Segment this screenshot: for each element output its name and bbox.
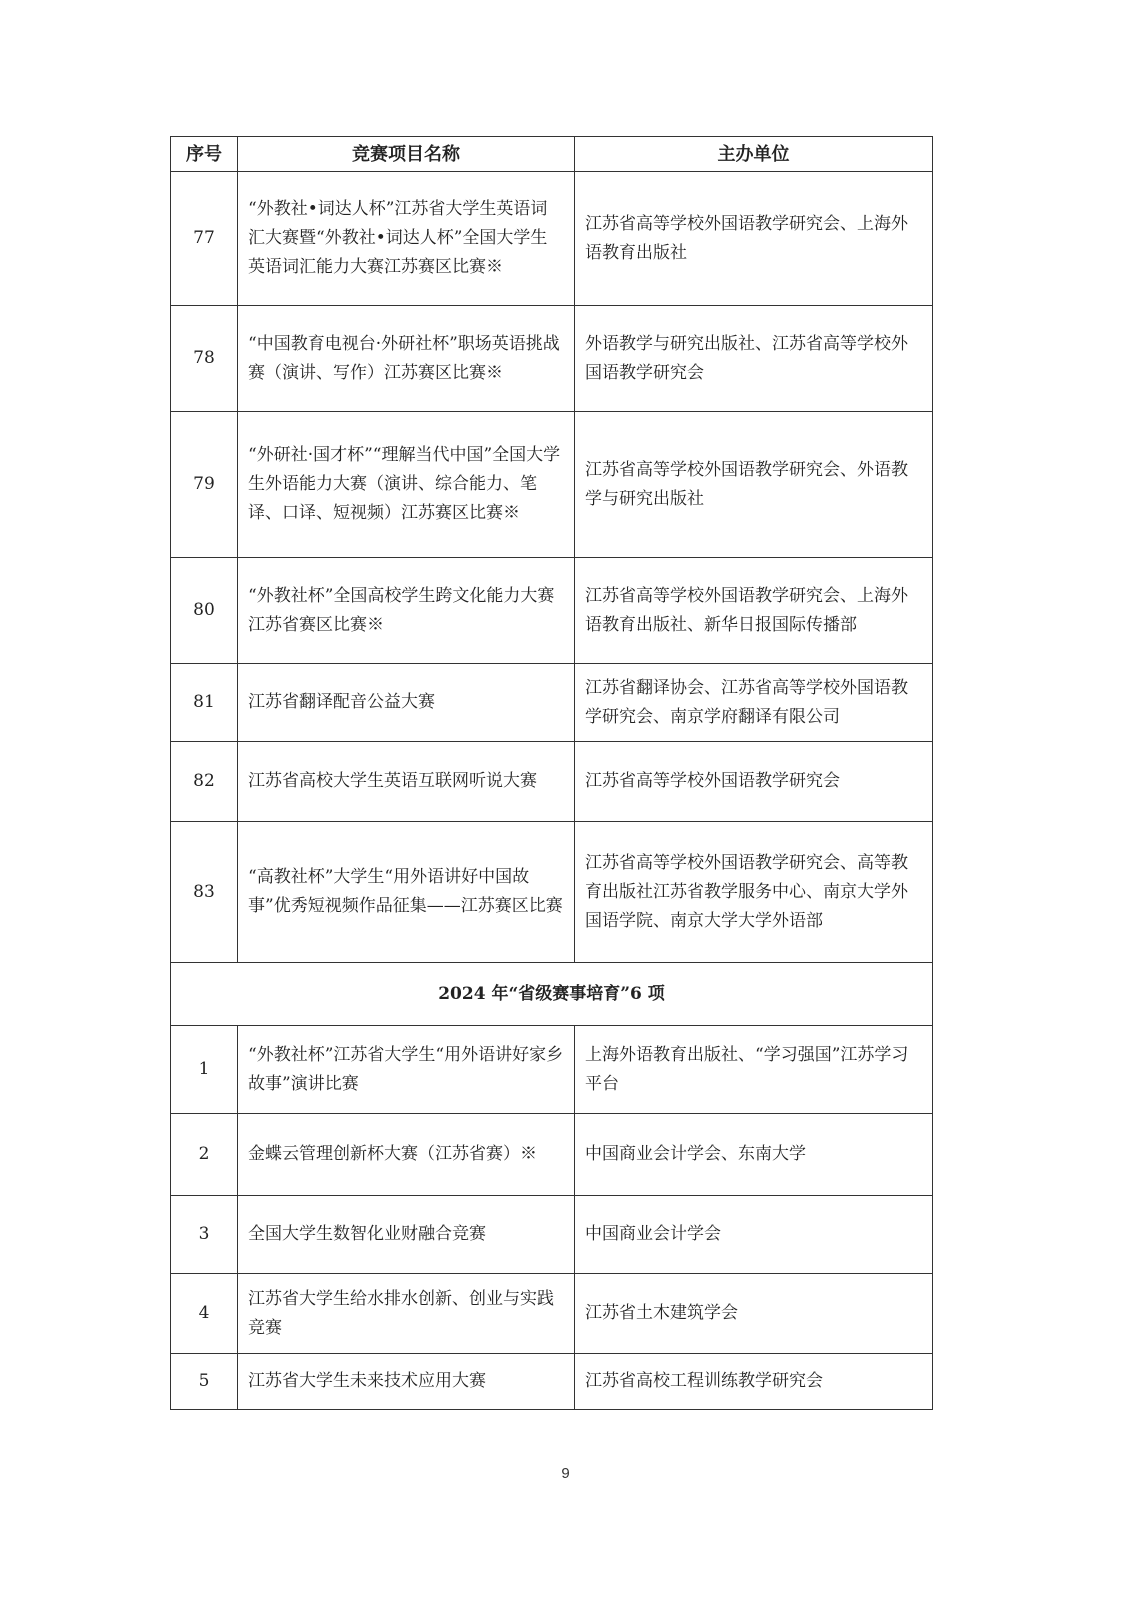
table-row (171, 1354, 933, 1410)
row-seq: 83 (171, 822, 238, 963)
row-name: “外教社•词达人杯”江苏省大学生英语词汇大赛暨“外教社•词达人杯”全国大学生英语词汇能力大赛江苏赛区比赛※ (238, 172, 575, 306)
row-name: 江苏省翻译配音公益大赛 (238, 664, 575, 742)
row-seq: 77 (171, 172, 238, 306)
table-row (171, 306, 933, 412)
header-row (171, 137, 933, 172)
row-name: 江苏省大学生给水排水创新、创业与实践竞赛 (238, 1274, 575, 1354)
header-name: 竞赛项目名称 (238, 137, 575, 172)
row-org: 江苏省高等学校外国语教学研究会、高等教育出版社江苏省教学服务中心、南京大学外国语学院、南京大学大学外语部 (575, 822, 933, 963)
row-seq: 1 (171, 1026, 238, 1114)
row-name: “外研社·国才杯”“理解当代中国”全国大学生外语能力大赛（演讲、综合能力、笔译、口译、短视频）江苏赛区比赛※ (238, 412, 575, 558)
row-name: “外教社杯”江苏省大学生“用外语讲好家乡故事”演讲比赛 (238, 1026, 575, 1114)
row-org: 江苏省土木建筑学会 (575, 1274, 933, 1354)
competition-table (170, 136, 933, 1410)
section-title: 2024 年“省级赛事培育”6 项 (171, 963, 933, 1026)
header-org: 主办单位 (575, 137, 933, 172)
header-seq: 序号 (171, 137, 238, 172)
row-seq: 4 (171, 1274, 238, 1354)
row-seq: 79 (171, 412, 238, 558)
row-org: 外语教学与研究出版社、江苏省高等学校外国语教学研究会 (575, 306, 933, 412)
row-name: 金蝶云管理创新杯大赛（江苏省赛）※ (238, 1114, 575, 1196)
table-row (171, 412, 933, 558)
row-org: 江苏省高校工程训练教学研究会 (575, 1354, 933, 1410)
table-row (171, 1274, 933, 1354)
row-seq: 3 (171, 1196, 238, 1274)
table-row (171, 1026, 933, 1114)
row-seq: 2 (171, 1114, 238, 1196)
row-name: “高教社杯”大学生“用外语讲好中国故事”优秀短视频作品征集——江苏赛区比赛 (238, 822, 575, 963)
table-row (171, 822, 933, 963)
row-org: 江苏省翻译协会、江苏省高等学校外国语教学研究会、南京学府翻译有限公司 (575, 664, 933, 742)
row-org: 江苏省高等学校外国语教学研究会、上海外语教育出版社 (575, 172, 933, 306)
table-row (171, 742, 933, 822)
section-row (171, 963, 933, 1026)
page-number: 9 (561, 1465, 570, 1482)
row-seq: 80 (171, 558, 238, 664)
row-org: 中国商业会计学会、东南大学 (575, 1114, 933, 1196)
table-row (171, 1114, 933, 1196)
row-org: 江苏省高等学校外国语教学研究会 (575, 742, 933, 822)
row-name: “外教社杯”全国高校学生跨文化能力大赛江苏省赛区比赛※ (238, 558, 575, 664)
row-org: 江苏省高等学校外国语教学研究会、上海外语教育出版社、新华日报国际传播部 (575, 558, 933, 664)
table-row (171, 664, 933, 742)
row-name: 全国大学生数智化业财融合竞赛 (238, 1196, 575, 1274)
row-org: 上海外语教育出版社、“学习强国”江苏学习平台 (575, 1026, 933, 1114)
row-org: 中国商业会计学会 (575, 1196, 933, 1274)
row-seq: 81 (171, 664, 238, 742)
row-name: 江苏省大学生未来技术应用大赛 (238, 1354, 575, 1410)
row-seq: 78 (171, 306, 238, 412)
row-seq: 5 (171, 1354, 238, 1410)
table-row (171, 1196, 933, 1274)
table-row (171, 172, 933, 306)
row-seq: 82 (171, 742, 238, 822)
row-org: 江苏省高等学校外国语教学研究会、外语教学与研究出版社 (575, 412, 933, 558)
row-name: 江苏省高校大学生英语互联网听说大赛 (238, 742, 575, 822)
row-name: “中国教育电视台·外研社杯”职场英语挑战赛（演讲、写作）江苏赛区比赛※ (238, 306, 575, 412)
table-row (171, 558, 933, 664)
